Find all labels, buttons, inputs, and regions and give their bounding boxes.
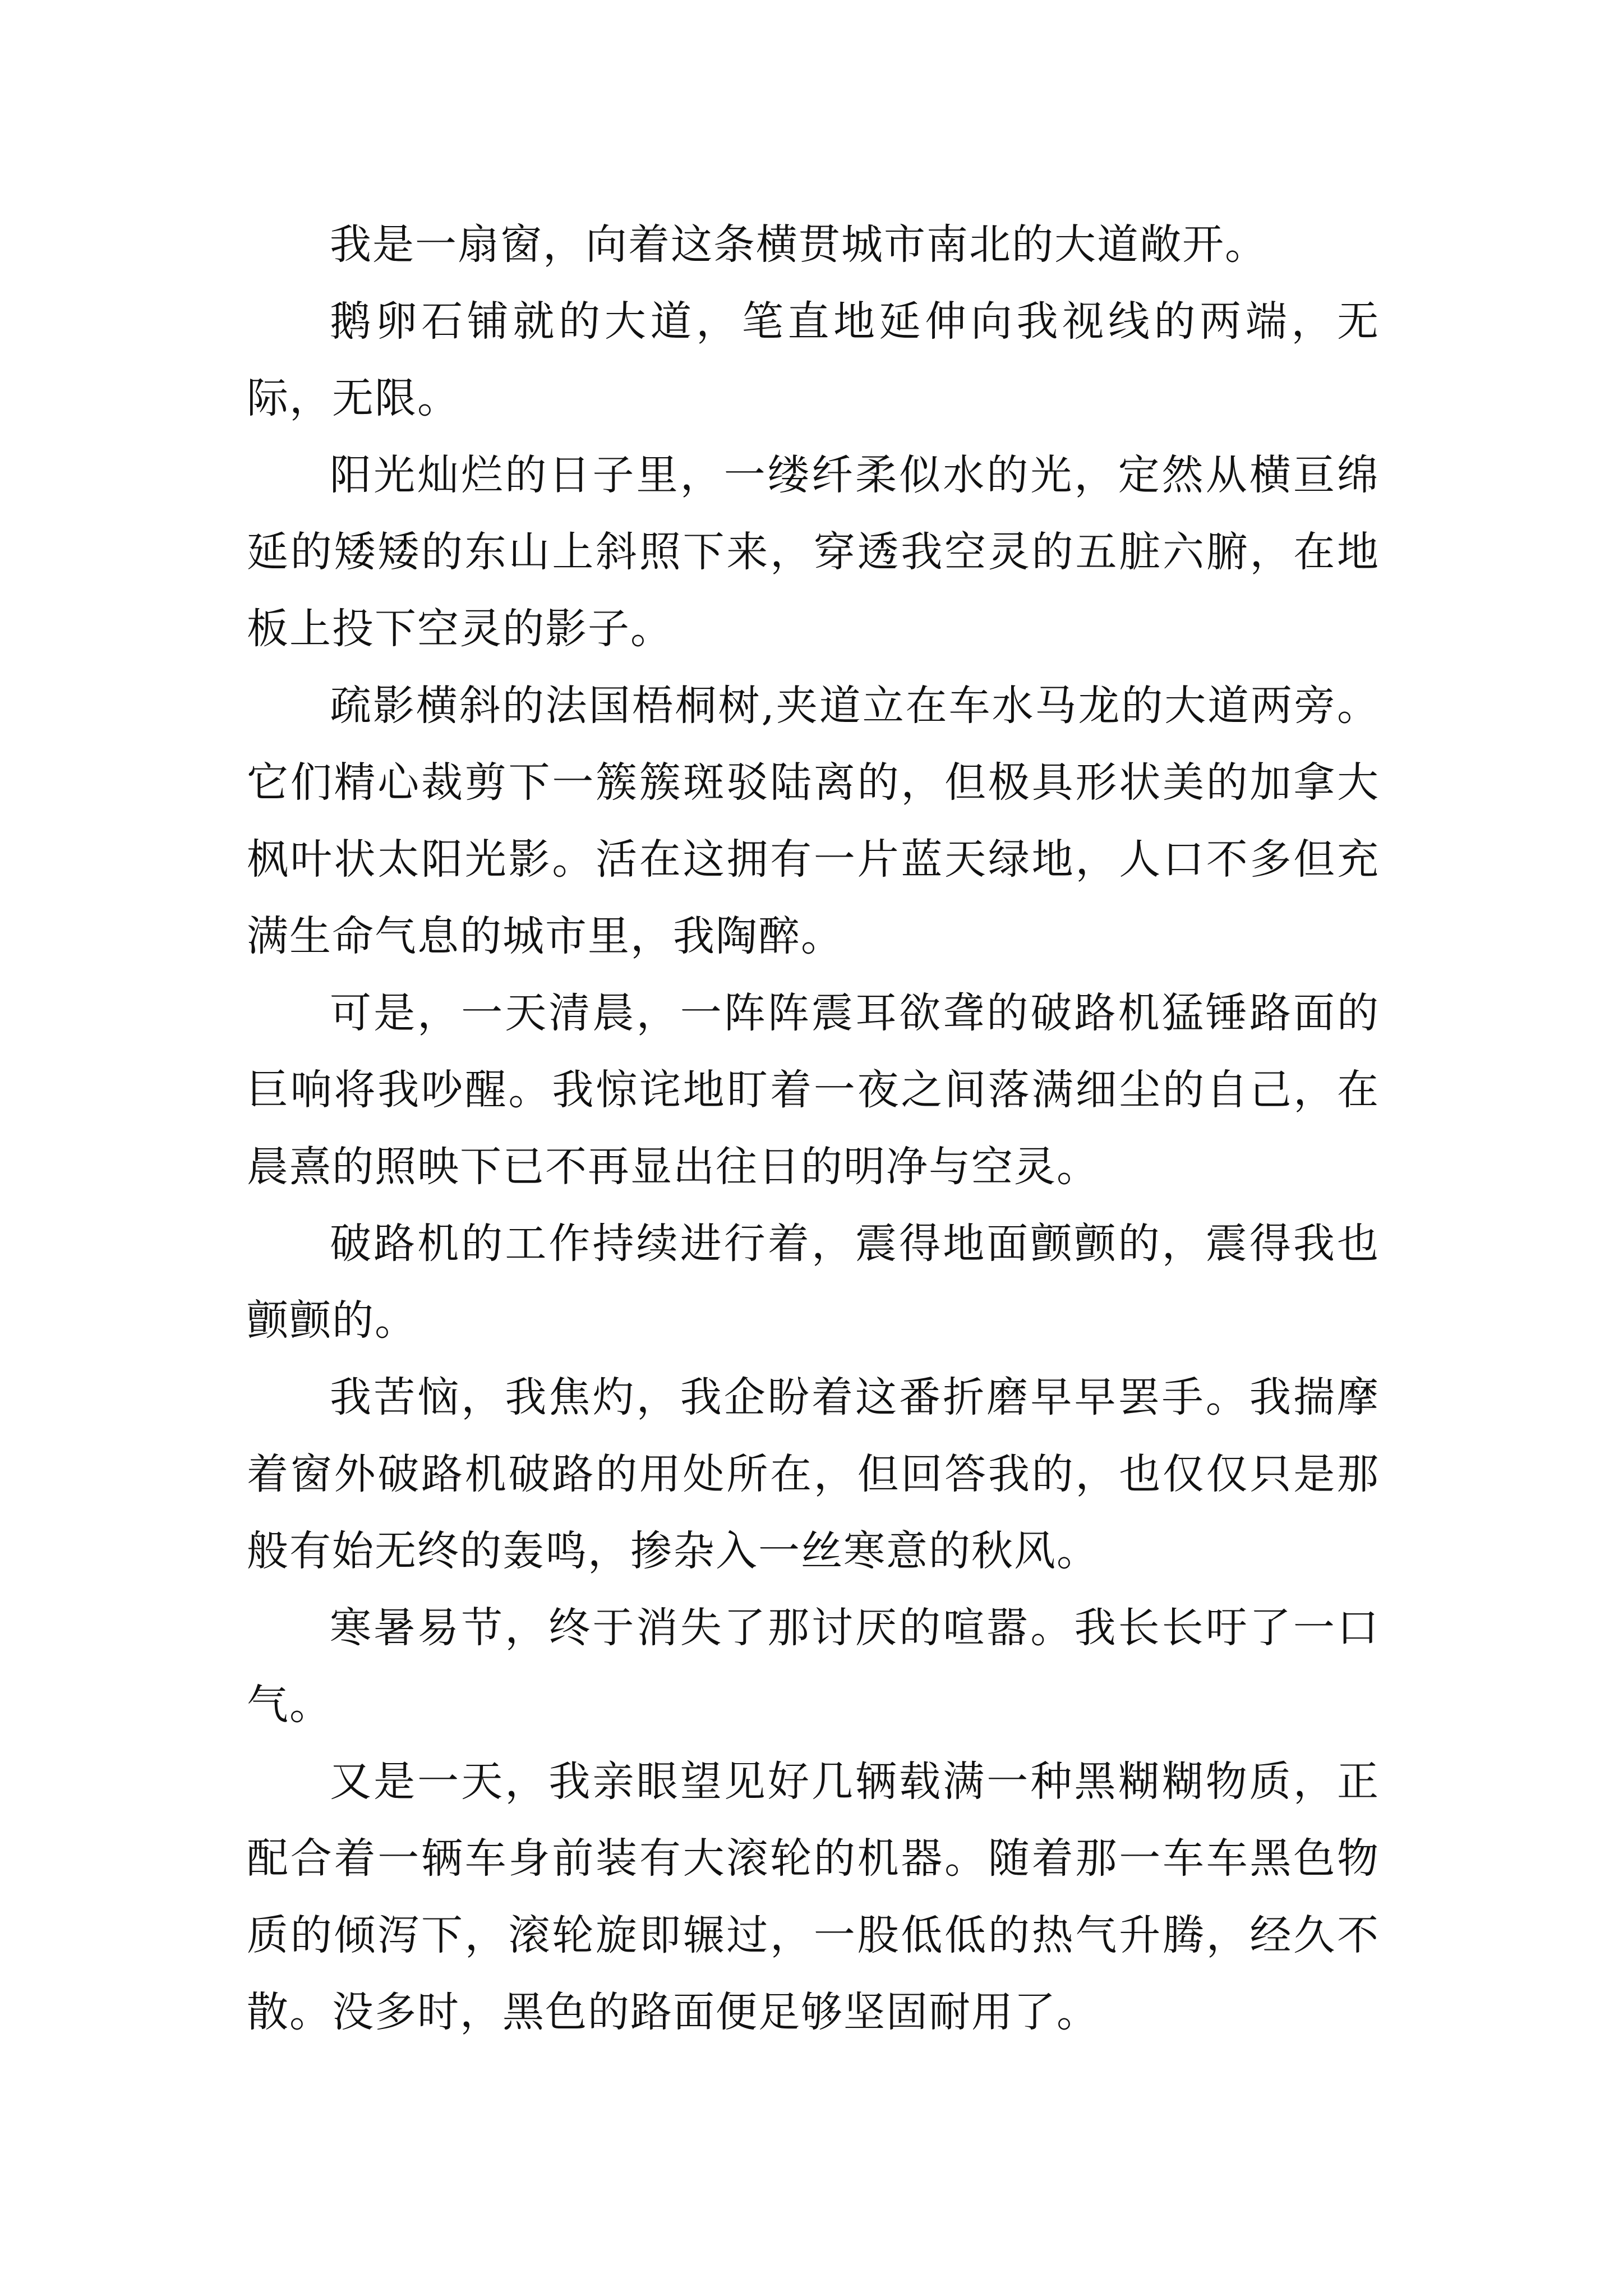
- paragraph-3: 阳光灿烂的日子里，一缕纤柔似水的光，定然从横亘绵延的矮矮的东山上斜照下来，穿透我空灵的五脏六腑，在地板上投下空灵的影子。: [247, 451, 1380, 653]
- paragraph-7: 我苦恼，我焦灼，我企盼着这番折磨早早罢手。我揣摩着窗外破路机破路的用处所在，但回答我的，也仅仅只是那般有始无终的轰鸣，掺杂入一丝寒意的秋风。: [247, 1373, 1380, 1575]
- paragraph-6: 破路机的工作持续进行着，震得地面颤颤的，震得我也颤颤的。: [247, 1220, 1380, 1345]
- paragraph-1: 我是一扇窗，向着这条横贯城市南北的大道敞开。: [330, 220, 1267, 269]
- paragraph-8: 寒暑易节，终于消失了那讨厌的喧嚣。我长长吁了一口气。: [247, 1604, 1380, 1729]
- paragraph-5: 可是，一天清晨，一阵阵震耳欲聋的破路机猛锤路面的巨响将我吵醒。我惊诧地盯着一夜之间落满细尘的自己，在晨熹的照映下已不再显出往日的明净与空灵。: [247, 989, 1380, 1191]
- paragraph-9: 又是一天，我亲眼望见好几辆载满一种黑糊糊物质，正配合着一辆车身前装有大滚轮的机器。随着那一车车黑色物质的倾泻下，滚轮旋即辗过，一股低低的热气升腾，经久不散。没多时，黑色的路面便足够坚固耐用了。: [247, 1757, 1380, 2036]
- paragraph-4: 疏影横斜的法国梧桐树,夹道立在车水马龙的大道两旁。它们精心裁剪下一簇簇斑驳陆离的，但极具形状美的加拿大枫叶状太阳光影。活在这拥有一片蓝天绿地，人口不多但充满生命气息的城市里，我陶醉。: [247, 682, 1380, 960]
- paragraph-2: 鹅卵石铺就的大道，笔直地延伸向我视线的两端，无际，无限。: [247, 297, 1380, 422]
- essay-body: [247, 206, 1380, 2051]
